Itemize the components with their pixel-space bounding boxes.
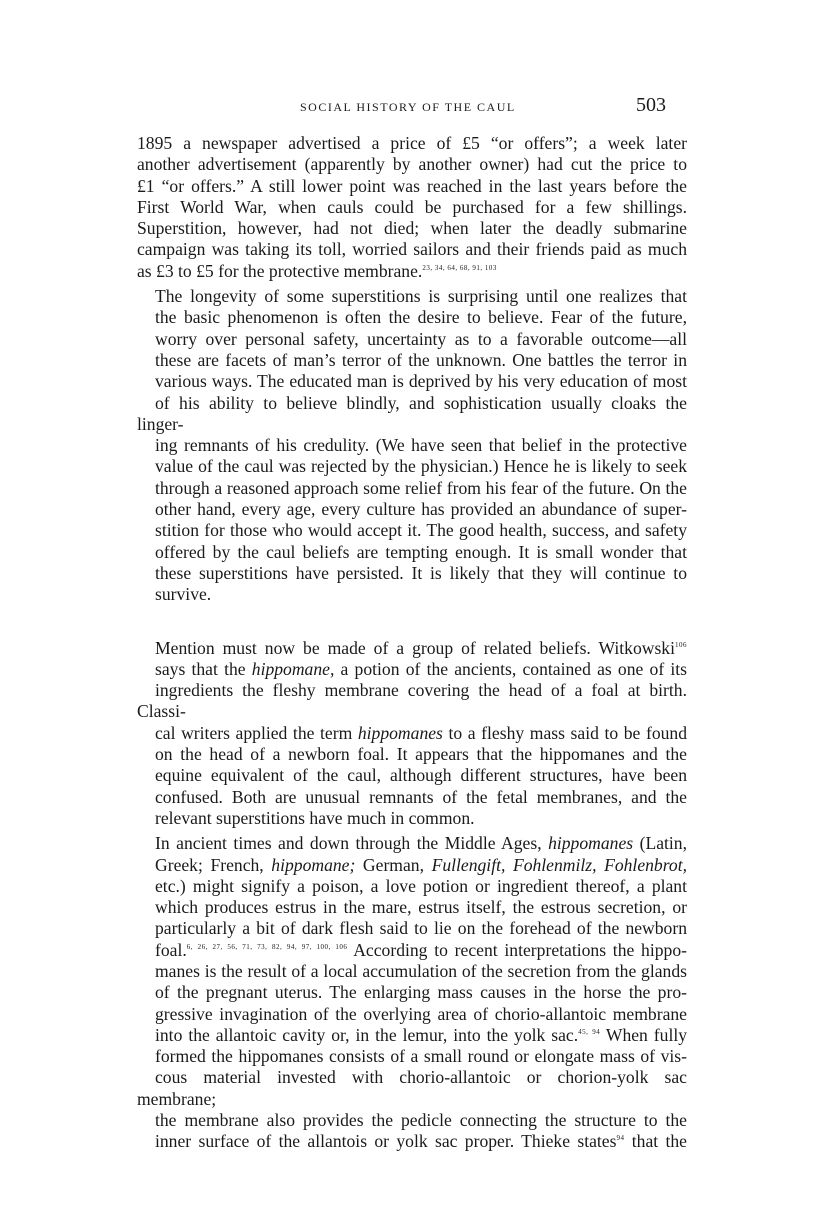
text-run: says that the — [155, 658, 252, 679]
text-run: that the — [624, 1131, 687, 1152]
paragraph-4 — [137, 833, 687, 1152]
paragraph-3 — [137, 638, 687, 830]
text-line: £1 “or offers.” A still lower point was reached in the last years before the — [137, 175, 687, 196]
text-run: into the allantoic cavity or, in the lemur, into the yolk sac. — [155, 1024, 579, 1045]
text-run: Mention must now be made of a group of related beliefs. Witkowski — [155, 637, 675, 658]
text-run: to a fleshy mass said to be found — [442, 722, 688, 743]
italic-term: Fullengift, Fohlenmilz, Fohlenbrot, — [431, 854, 687, 875]
reference-superscript: 23, 34, 64, 68, 91, 103 — [422, 263, 497, 272]
text-line: survive. — [155, 584, 212, 605]
running-head: SOCIAL HISTORY OF THE CAUL — [300, 100, 516, 114]
text-line: etc.) might signify a poison, a love potion or ingredient thereof, a plant — [155, 875, 687, 896]
text-line: particularly a bit of dark flesh said to lie on the forehead of the newborn — [155, 918, 687, 939]
text-line: another advertisement (apparently by another owner) had cut the price to — [137, 154, 687, 175]
text-line: through a reasoned approach some relief from his fear of the future. On the — [155, 477, 687, 498]
text-line: manes is the result of a local accumulation of the secretion from the glands — [155, 960, 687, 981]
text-line: which produces estrus in the mare, estrus itself, the estrous secretion, or — [155, 897, 687, 918]
text-line: stition for those who would accept it. The good health, success, and safety — [155, 520, 687, 541]
text-line: worry over personal safety, uncertainty as to a favorable outcome—all — [155, 328, 687, 349]
text-line: formed the hippomanes consists of a small round or elongate mass of vis- — [155, 1046, 687, 1067]
text-line: of his ability to believe blindly, and sophistication usually cloaks the linger- — [137, 392, 687, 434]
text-line: confused. Both are unusual remnants of the fetal membranes, and the — [155, 786, 687, 807]
text-line: relevant superstitions have much in common. — [155, 807, 475, 828]
text-run: When fully — [600, 1024, 688, 1045]
text-line: The longevity of some superstitions is surprising until one realizes that — [155, 286, 687, 307]
text-line: ingredients the fleshy membrane covering the head of a foal at birth. Classi- — [137, 680, 687, 722]
text-run: inner surface of the allantois or yolk sac proper. Thieke states — [155, 1131, 617, 1152]
text-run: cal writers applied the term — [155, 722, 358, 743]
paragraph-1 — [137, 133, 687, 282]
text-line — [137, 1025, 687, 1046]
text-run: a potion of the ancients, contained as one of its — [334, 658, 687, 679]
italic-term: hippomane, — [251, 658, 335, 679]
text-line — [137, 261, 687, 282]
text-run: foal. — [155, 939, 187, 960]
text-line: of the pregnant uterus. The enlarging mass causes in the horse the pro- — [155, 982, 687, 1003]
text-line — [137, 833, 687, 854]
page-number: 503 — [636, 94, 666, 116]
italic-term: hippomanes — [548, 833, 634, 854]
paragraph-2 — [137, 286, 687, 605]
text-line: various ways. The educated man is deprived by his very education of most — [155, 371, 687, 392]
italic-term: hippomane; — [271, 854, 356, 875]
text-line: Superstition, however, had not died; when later the deadly submarine — [137, 218, 687, 239]
text-line: cous material invested with chorio-allantoic or chorion-yolk sac membrane; — [137, 1067, 687, 1109]
page-header — [0, 96, 816, 120]
text-line: the basic phenomenon is often the desire to believe. Fear of the future, — [155, 307, 687, 328]
text-line — [137, 940, 687, 961]
text-line: other hand, every age, every culture has provided an abundance of super- — [155, 499, 687, 520]
italic-term: hippomanes — [357, 722, 443, 743]
text-line — [137, 1131, 687, 1152]
reference-superscript: 45, 94 — [578, 1028, 601, 1037]
reference-superscript: 94 — [616, 1134, 625, 1143]
text-line — [137, 855, 687, 876]
text-line: these superstitions have persisted. It is likely that they will continue to — [155, 562, 687, 583]
body-text — [137, 133, 687, 1153]
text-line: gressive invagination of the overlying area of chorio-allantoic membrane — [155, 1003, 687, 1024]
text-line: campaign was taking its toll, worried sailors and their friends paid as much — [137, 239, 687, 260]
text-line: ing remnants of his credulity. (We have seen that belief in the protective — [155, 435, 687, 456]
text-line: value of the caul was rejected by the physician.) Hence he is likely to seek — [155, 456, 687, 477]
reference-superscript: 6, 26, 27, 56, 71, 73, 82, 94, 97, 100, 106 — [186, 942, 348, 951]
text-line: these are facets of man’s terror of the unknown. One battles the terror in — [155, 349, 687, 370]
text-line: offered by the caul beliefs are tempting enough. It is small wonder that — [155, 541, 687, 562]
text-run: In ancient times and down through the Middle Ages, — [155, 833, 549, 854]
text-run: German, — [355, 854, 432, 875]
text-run: (Latin, — [633, 833, 687, 854]
reference-superscript: 106 — [675, 640, 687, 649]
text-line — [137, 638, 687, 659]
text-line: 1895 a newspaper advertised a price of £5 “or offers”; a week later — [137, 133, 687, 153]
text-run: as £3 to £5 for the protective membrane. — [137, 260, 423, 281]
text-line: equine equivalent of the caul, although different structures, have been — [155, 765, 687, 786]
text-run: According to recent interpretations the hippo- — [347, 939, 687, 960]
text-line: the membrane also provides the pedicle connecting the structure to the — [155, 1110, 687, 1131]
text-line — [137, 659, 687, 680]
text-run: Greek; French, — [155, 854, 272, 875]
text-line: First World War, when cauls could be purchased for a few shillings. — [137, 196, 687, 217]
text-line — [137, 723, 687, 744]
text-line: on the head of a newborn foal. It appears that the hippomanes and the — [155, 744, 687, 765]
